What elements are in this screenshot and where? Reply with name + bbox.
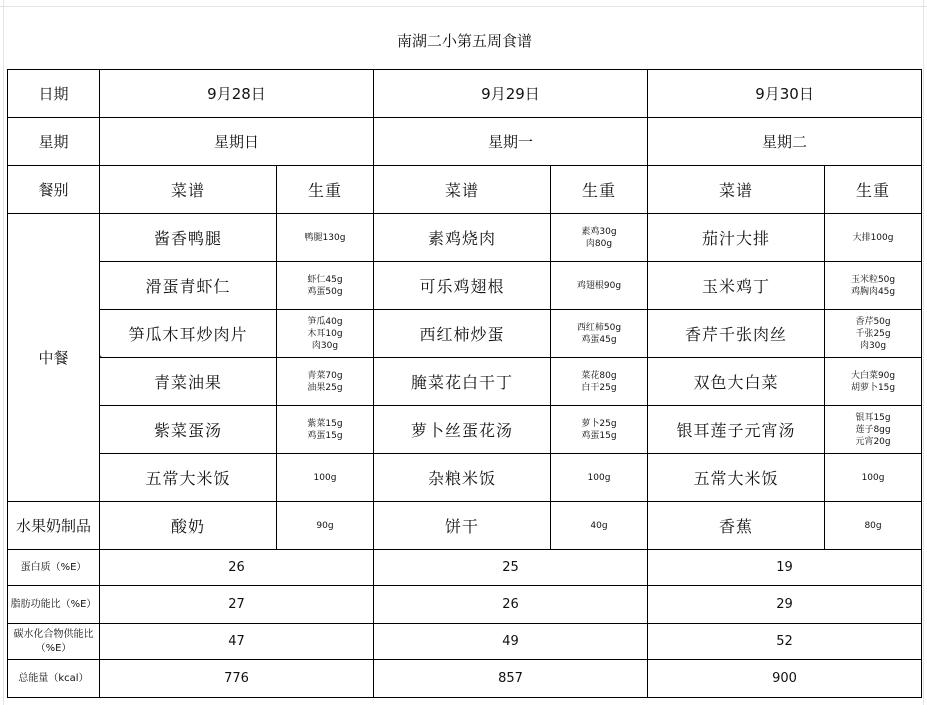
raw-weight-line: 紫菜15g xyxy=(307,418,343,429)
date-label: 日期 xyxy=(8,70,100,118)
raw-weight-cell xyxy=(825,502,922,550)
fat-label: 脂肪功能比（%E） xyxy=(8,586,100,624)
dish-name: 笋瓜木耳炒肉片 xyxy=(100,310,277,358)
raw-weight-cell xyxy=(277,214,374,262)
raw-weight-line: 青菜70g xyxy=(307,370,343,381)
weight-header: 生重 xyxy=(551,166,648,214)
raw-weight-cell xyxy=(551,502,648,550)
raw-weight-line: 油果25g xyxy=(307,382,343,393)
dish-name: 杂粮米饭 xyxy=(374,454,551,502)
raw-weight-cell xyxy=(551,406,648,454)
raw-weight-line: 80g xyxy=(864,520,882,531)
protein-value: 26 xyxy=(100,550,374,586)
lunch-row xyxy=(8,358,922,406)
raw-weight-line: 鸡胸肉45g xyxy=(850,286,896,297)
sheet-gridline xyxy=(923,0,924,705)
menu-header: 菜谱 xyxy=(100,166,277,214)
raw-weight-line: 100g xyxy=(861,472,885,483)
protein-label: 蛋白质（%E） xyxy=(8,550,100,586)
protein-value: 19 xyxy=(648,550,922,586)
raw-weight-line: 胡萝卜15g xyxy=(850,382,896,393)
carb-value: 49 xyxy=(374,624,648,660)
raw-weight-cell xyxy=(551,310,648,358)
raw-weight-line: 萝卜25g xyxy=(581,418,617,429)
lunch-row xyxy=(8,406,922,454)
raw-weight-cell xyxy=(825,358,922,406)
raw-weight-cell xyxy=(277,358,374,406)
raw-weight-cell xyxy=(551,214,648,262)
raw-weight-line: 素鸡30g xyxy=(581,226,617,237)
menu-header: 菜谱 xyxy=(374,166,551,214)
carb-row xyxy=(8,624,922,660)
fat-value: 26 xyxy=(374,586,648,624)
fat-value: 27 xyxy=(100,586,374,624)
raw-weight-cell xyxy=(277,502,374,550)
raw-weight-line: 鸡蛋50g xyxy=(307,286,343,297)
raw-weight-cell xyxy=(551,454,648,502)
dish-name: 可乐鸡翅根 xyxy=(374,262,551,310)
fat-value: 29 xyxy=(648,586,922,624)
date-row xyxy=(8,70,922,118)
dish-name: 香蕉 xyxy=(648,502,825,550)
dish-name: 饼干 xyxy=(374,502,551,550)
dish-name: 紫菜蛋汤 xyxy=(100,406,277,454)
dish-name: 茄汁大排 xyxy=(648,214,825,262)
protein-value: 25 xyxy=(374,550,648,586)
fruit-dairy-label: 水果奶制品 xyxy=(8,502,100,550)
raw-weight-line: 100g xyxy=(587,472,611,483)
raw-weight-line: 莲子8gg xyxy=(855,424,891,435)
raw-weight-cell xyxy=(825,262,922,310)
raw-weight-line: 鸭腿130g xyxy=(304,232,346,243)
energy-value: 857 xyxy=(374,660,648,698)
dish-name: 香芹千张肉丝 xyxy=(648,310,825,358)
carb-value: 47 xyxy=(100,624,374,660)
raw-weight-cell xyxy=(825,214,922,262)
weekday-cell: 星期二 xyxy=(648,118,922,166)
protein-row xyxy=(8,550,922,586)
raw-weight-line: 银耳15g xyxy=(855,412,891,423)
dish-name: 滑蛋青虾仁 xyxy=(100,262,277,310)
dish-name: 银耳莲子元宵汤 xyxy=(648,406,825,454)
dish-name: 双色大白菜 xyxy=(648,358,825,406)
raw-weight-cell xyxy=(551,358,648,406)
dish-name: 酸奶 xyxy=(100,502,277,550)
lunch-row xyxy=(8,214,922,262)
weekday-cell: 星期一 xyxy=(374,118,648,166)
fat-row xyxy=(8,586,922,624)
weekday-cell: 星期日 xyxy=(100,118,374,166)
dish-name: 腌菜花白干丁 xyxy=(374,358,551,406)
sheet-gridline xyxy=(3,0,4,705)
raw-weight-line: 元宵20g xyxy=(855,436,891,447)
dish-name: 玉米鸡丁 xyxy=(648,262,825,310)
raw-weight-line: 肉30g xyxy=(859,340,887,351)
date-cell: 9月28日 xyxy=(100,70,374,118)
menu-table xyxy=(7,11,922,698)
raw-weight-line: 肉80g xyxy=(585,238,613,249)
raw-weight-cell xyxy=(277,310,374,358)
raw-weight-line: 木耳10g xyxy=(307,328,343,339)
raw-weight-line: 鸡蛋45g xyxy=(581,334,617,345)
fruit-dairy-row xyxy=(8,502,922,550)
menu-header: 菜谱 xyxy=(648,166,825,214)
raw-weight-line: 虾仁45g xyxy=(307,274,343,285)
raw-weight-line: 肉30g xyxy=(311,340,339,351)
dish-name: 五常大米饭 xyxy=(648,454,825,502)
raw-weight-line: 菜花80g xyxy=(581,370,617,381)
raw-weight-line: 100g xyxy=(313,472,337,483)
raw-weight-line: 玉米粒50g xyxy=(850,274,896,285)
weekday-label: 星期 xyxy=(8,118,100,166)
lunch-label: 中餐 xyxy=(8,214,100,502)
dish-name: 素鸡烧肉 xyxy=(374,214,551,262)
date-cell: 9月30日 xyxy=(648,70,922,118)
lunch-row xyxy=(8,454,922,502)
lunch-row xyxy=(8,310,922,358)
carb-value: 52 xyxy=(648,624,922,660)
carb-label: 碳水化合物供能比（%E） xyxy=(8,624,100,660)
dish-name: 青菜油果 xyxy=(100,358,277,406)
page-title: 南湖二小第五周食谱 xyxy=(8,11,922,70)
raw-weight-line: 40g xyxy=(590,520,608,531)
date-cell: 9月29日 xyxy=(374,70,648,118)
energy-row xyxy=(8,660,922,698)
raw-weight-line: 大排100g xyxy=(852,232,894,243)
weight-header: 生重 xyxy=(277,166,374,214)
raw-weight-line: 白干25g xyxy=(581,382,617,393)
dish-name: 酱香鸭腿 xyxy=(100,214,277,262)
sheet-gridline xyxy=(0,6,927,7)
dish-name: 萝卜丝蛋花汤 xyxy=(374,406,551,454)
raw-weight-line: 鸡翅根90g xyxy=(576,280,622,291)
raw-weight-line: 90g xyxy=(316,520,334,531)
raw-weight-line: 西红柿50g xyxy=(576,322,622,333)
energy-value: 900 xyxy=(648,660,922,698)
weekday-row xyxy=(8,118,922,166)
energy-value: 776 xyxy=(100,660,374,698)
raw-weight-cell xyxy=(825,406,922,454)
raw-weight-cell xyxy=(825,454,922,502)
meal-type-label: 餐别 xyxy=(8,166,100,214)
dish-name: 西红柿炒蛋 xyxy=(374,310,551,358)
dish-name: 五常大米饭 xyxy=(100,454,277,502)
lunch-row xyxy=(8,262,922,310)
raw-weight-cell xyxy=(277,262,374,310)
raw-weight-line: 笋瓜40g xyxy=(307,316,343,327)
raw-weight-line: 鸡蛋15g xyxy=(307,430,343,441)
raw-weight-line: 千张25g xyxy=(855,328,891,339)
energy-label: 总能量（kcal） xyxy=(8,660,100,698)
raw-weight-cell xyxy=(277,454,374,502)
raw-weight-cell xyxy=(277,406,374,454)
raw-weight-line: 大白菜90g xyxy=(850,370,896,381)
raw-weight-cell xyxy=(551,262,648,310)
meal-header-row xyxy=(8,166,922,214)
raw-weight-line: 鸡蛋15g xyxy=(581,430,617,441)
raw-weight-line: 香芹50g xyxy=(855,316,891,327)
raw-weight-cell xyxy=(825,310,922,358)
weight-header: 生重 xyxy=(825,166,922,214)
